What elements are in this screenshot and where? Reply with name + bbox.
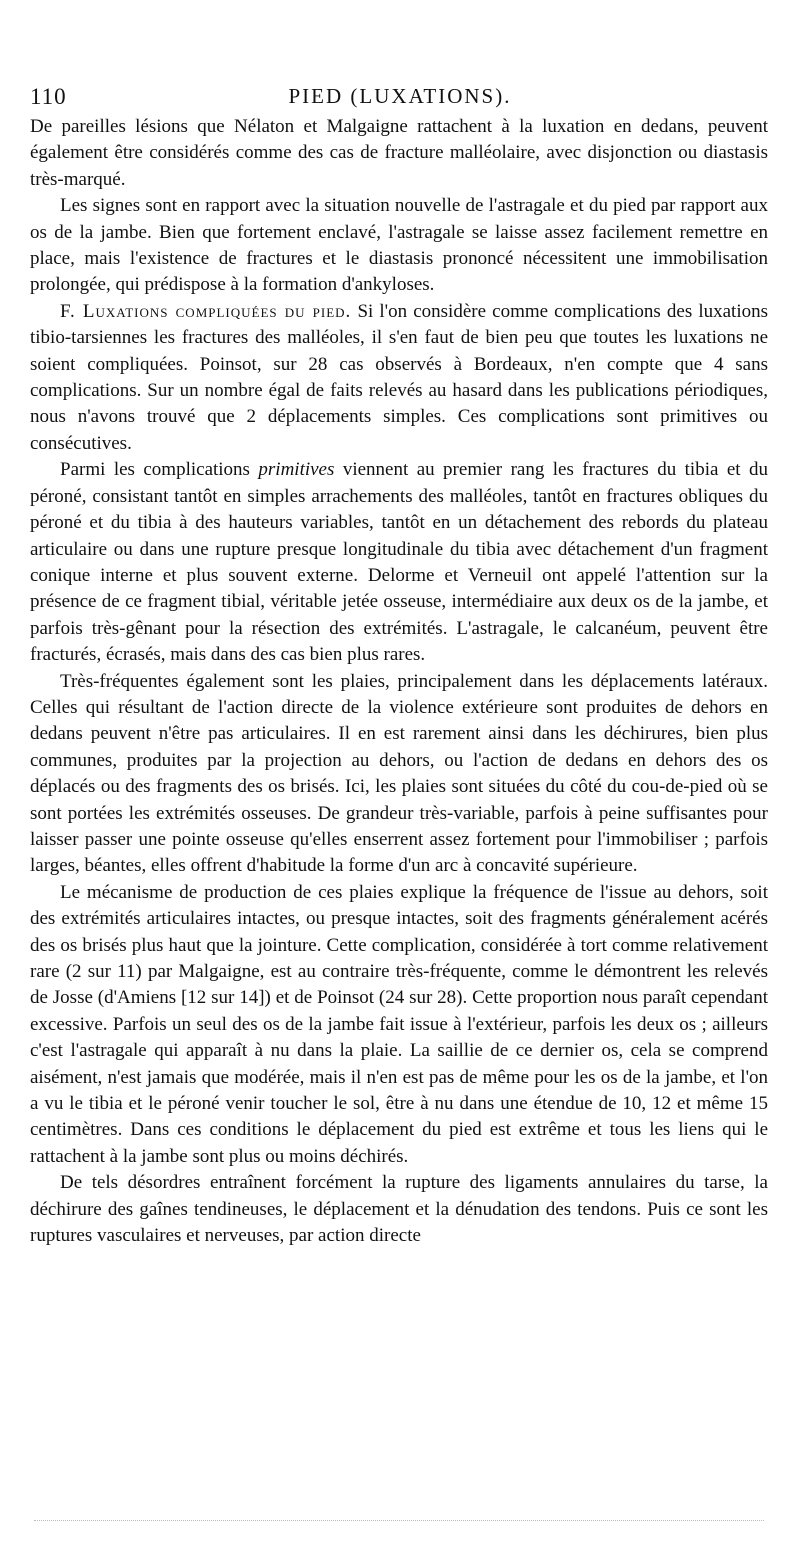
paragraph-7: De tels désordres entraînent forcément la rupture des ligaments annulaires du tarse, la déchirure des gaînes tendineuses, le déplacement et la dénudation des tendons. Puis ce sont les ruptures vasculaires et nerveuses, par action directe [30,1172,768,1247]
paragraph-2: Les signes sont en rapport avec la situation nouvelle de l'astragale et du pied par rapport aux os de la jambe. Bien que fortement enclavé, l'astragale se laisse assez facilement remettre en place, mais l'existence de fractures et le diastasis prononcé nécessitent une immobilisation prolongée, qui prédispose à la formation d'ankyloses. [30,195,768,296]
page-number: 110 [30,84,67,109]
paragraph-4-text: viennent au premier rang les fractures du tibia et du péroné, consistant tantôt en simples arrachements des malléoles, tantôt en fractures obliques du péroné et du tibia à des hauteurs variables, tantôt en un détachement des rebords du plateau articulaire ou dans une rupture presque longitudinale du tibia avec détachement d'un fragment conique interne et plus souvent externe. Delorme et Verneuil ont appelé l'attention sur la présence de ce fragment tibial, véritable jetée osseuse, intermédiaire aux deux os de la jambe, et parfois très-gênant pour la résection des extrémités. L'astragale, le calcanéum, peuvent être fracturés, écrasés, mais dans des cas bien plus rares. [30,459,768,666]
running-title: PIED (LUXATIONS). [288,84,512,108]
paragraph-1: De pareilles lésions que Nélaton et Malgaigne rattachent à la luxation en dedans, peuvent également être considérés comme des cas de fracture malléolaire, avec disjonction ou diastasis très-marqué. [30,116,768,190]
emphasis-primitives: primitives [258,459,335,481]
body-text [30,114,768,1249]
section-heading: F. Luxations compliquées du pied. [60,300,352,322]
paragraph-5: Très-fréquentes également sont les plaies, principalement dans les déplacements latéraux. Celles qui résultant de l'action directe de la violence extérieure sont produites de dehors en dedans peuvent n'être pas articulaires. Il en est rarement ainsi dans les déchirures, bien plus communes, produites par la projection au dehors, ou l'action de dedans en dehors des os déplacés ou des fragments des os brisés. Ici, les plaies sont situées du côté du cou-de-pied où se sont portées les extrémités osseuses. De grandeur très-variable, parfois à peine suffisantes pour laisser passer une pointe osseuse qu'elles enserrent assez fortement pour l'immobiliser ; parfois larges, béantes, elles offrent d'habitude la forme d'un arc à concavité supérieure. [30,670,768,877]
paragraph-4 [30,457,768,668]
paragraph-3 [30,299,768,457]
footer-dotted-rule [34,1520,764,1521]
paragraph-3-text: Si l'on considère comme complications des luxations tibio-tarsiennes les fractures des malléoles, il s'en faut de bien peu que toutes les luxations ne soient compliquées. Poinsot, sur 28 cas observés à Bordeaux, n'en compte que 4 sans complications. Sur un nombre égal de faits relevés au hasard dans les publications périodiques, nous n'avons trouvé que 2 déplacements simples. Ces complications sont primitives ou consécutives. [30,300,769,454]
running-head [30,84,770,114]
paragraph-4-lead: Parmi les complications [60,459,250,481]
paragraph-6: Le mécanisme de production de ces plaies explique la fréquence de l'issue au dehors, soit des extrémités articulaires intactes, ou presque intactes, soit des fragments généralement acérés des os brisés plus haut que la jointure. Cette complication, considérée à tort comme relativement rare (2 sur 11) par Malgaigne, est au contraire très-fréquente, comme le démontrent les relevés de Josse (d'Amiens [12 sur 14]) et de Poinsot (24 sur 28). Cette proportion nous paraît cependant excessive. Parfois un seul des os de la jambe fait issue à l'extérieur, parfois les deux os ; ailleurs c'est l'astragale qui apparaît à nu dans la plaie. La saillie de ce dernier os, cela se comprend aisément, n'est jamais que modérée, mais il n'en est pas de même pour les os de la jambe, et l'on a vu le tibia et le péroné venir toucher le sol, être à nu dans une étendue de 10, 12 et même 15 centimètres. Dans ces conditions le déplacement du pied est extrême et tous les liens qui le rattachent à la jambe sont plus ou moins déchirés. [30,881,768,1167]
